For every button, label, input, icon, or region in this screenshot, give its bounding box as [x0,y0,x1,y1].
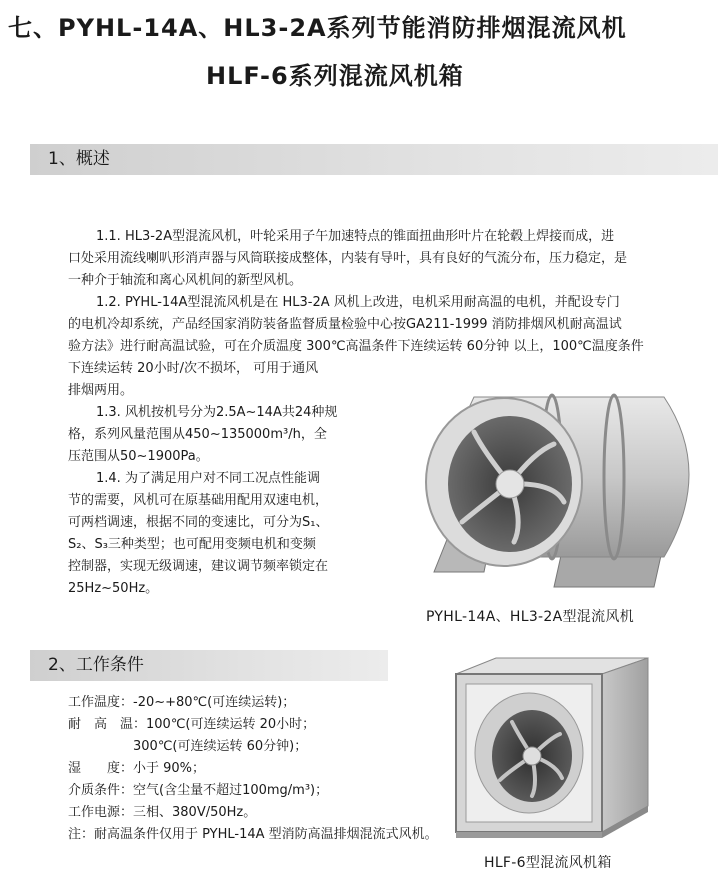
fan-caption: PYHL-14A、HL3-2A型混流风机 [426,609,634,625]
mixed-flow-fan-image [414,372,720,598]
p1-line: 一种介于轴流和离心风机间的新型风机。 [68,273,303,288]
p3-line: 1.3. 风机按机号分为2.5A~14A共24种规 [96,405,338,420]
page-title-line1: 七、PYHL-14A、HL3-2A系列节能消防排烟混流风机 [8,14,627,42]
p3-line: 格，系列风量范围从450~135000m³/h，全 [68,427,327,442]
section2-heading: 2、工作条件 [48,655,144,675]
condition-medium: 介质条件：空气(含尘量不超过100mg/m³)； [68,783,329,798]
p2-line: 下连续运转 20小时/次不损坏， 可用于通风 [68,361,319,376]
p4-line: 控制器，实现无级调速，建议调节频率锁定在 [68,559,329,574]
p1-line: 1.1. HL3-2A型混流风机，叶轮采用子午加速特点的锥面扭曲形叶片在轮毂上焊接而成，进 [96,229,615,244]
condition-note: 注：耐高温条件仅用于 PYHL-14A 型消防高温排烟混流式风机。 [68,827,438,842]
p2-line: 1.2. PYHL-14A型混流风机是在 HL3-2A 风机上改进，电机采用耐高温的电机，并配设专门 [96,295,620,310]
p3-line: 压范围从50~1900Pa。 [68,449,209,464]
condition-temperature: 工作温度：-20~+80℃(可连续运转)； [68,695,296,710]
section2-heading-bar [30,650,388,681]
p4-line: 25Hz~50Hz。 [68,581,159,596]
p1-line: 口处采用流线喇叭形消声器与风筒联接成整体，内装有导叶，具有良好的气流分布，压力稳定，是 [68,251,628,266]
p4-line: 可两档调速，根据不同的变速比，可分为S₁、 [68,515,329,530]
p4-line: 节的需要，风机可在原基础用配用双速电机， [68,493,329,508]
section1-heading-bar [30,144,718,175]
p4-line: S₂、S₃三种类型；也可配用变频电机和变频 [68,537,316,552]
condition-power: 工作电源：三相、380V/50Hz。 [68,805,257,820]
p2-line: 的电机冷却系统，产品经国家消防装备监督质量检验中心按GA211-1999 消防排烟风机耐高温试 [68,317,622,332]
working-conditions [68,692,488,846]
box-caption: HLF-6型混流风机箱 [484,855,612,871]
fan-box-image [452,656,652,852]
condition-high-temp-300: 300℃(可连续运转 60分钟)； [68,739,308,754]
p2-line: 排烟两用。 [68,383,134,398]
page-title-line2: HLF-6系列混流风机箱 [206,62,464,90]
p4-line: 1.4. 为了满足用户对不同工况点性能调 [96,471,320,486]
condition-humidity: 湿 度：小于 90%； [68,761,206,776]
condition-high-temp-100: 耐 高 温：100℃(可连续运转 20小时； [68,717,316,732]
p2-line: 验方法》进行耐高温试验，可在介质温度 300℃高温条件下连续运转 60分钟 以上，100℃温度条件 [68,339,644,354]
section1-heading: 1、概述 [48,149,110,169]
